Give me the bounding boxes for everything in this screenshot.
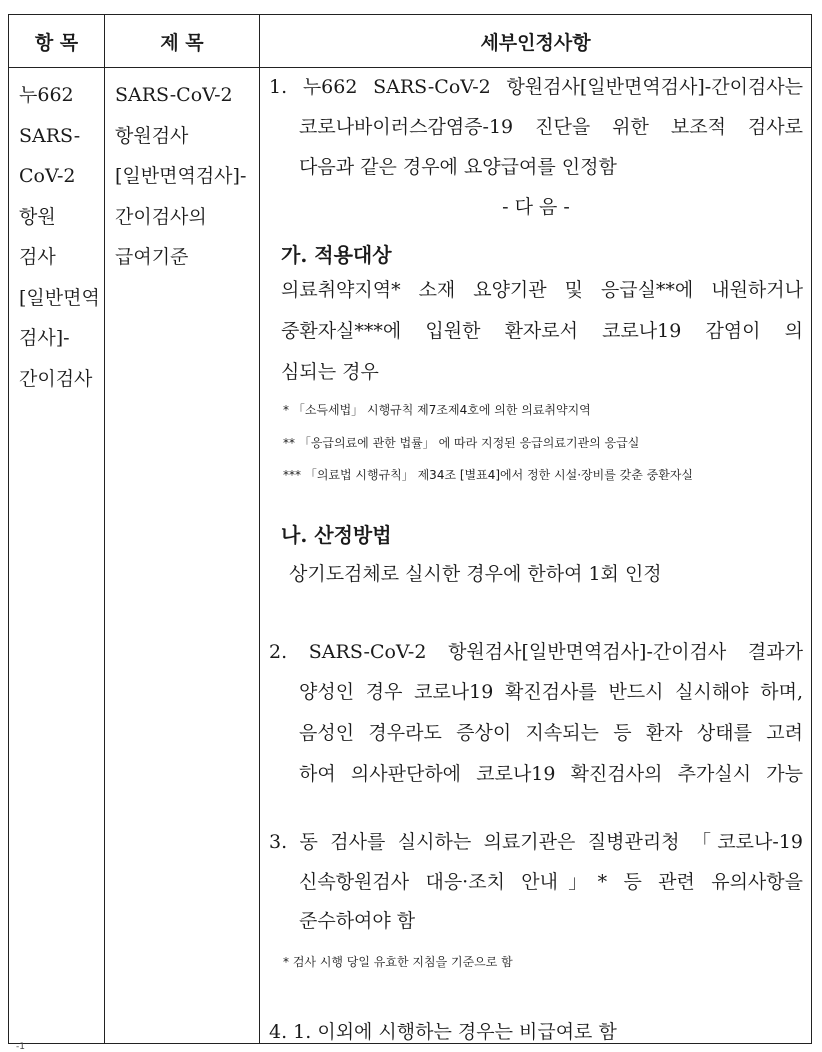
title-line: 간이검사의 — [115, 205, 207, 228]
title-line: [일반면역검사]- — [115, 165, 247, 187]
sec2-line3: 음성인 경우라도 증상이 지속되는 등 환자 상태를 고려 — [299, 722, 803, 744]
title-line: 급여기준 — [115, 246, 189, 268]
sec3-line3: 준수하여야 함 — [299, 910, 416, 932]
header-divider — [9, 67, 811, 68]
sec2-line4: 하여 의사판단하에 코로나19 확진검사의 추가실시 가능 — [299, 763, 803, 785]
title-line: 항원검사 — [115, 124, 189, 147]
sec1-center-marker: - 다 음 - — [502, 196, 570, 218]
sec4-line1: 4. 1. 이외에 시행하는 경우는 비급여로 함 — [269, 1021, 617, 1043]
header-item: 항 목 — [34, 31, 79, 54]
ga-line2: 중환자실***에 입원한 환자로서 코로나19 감염이 의 — [281, 320, 803, 342]
sec1-line3: 다음과 같은 경우에 요양급여를 인정함 — [299, 156, 617, 178]
ga-footnote-1: * 「소득세법」 시행규칙 제7조제4호에 의한 의료취약지역 — [283, 403, 591, 417]
page-footer-mark: -1 — [16, 1042, 25, 1052]
item-code-line: CoV-2 — [19, 165, 76, 187]
item-code-line: 검사]- — [19, 327, 70, 349]
sec1-line1: 1. 누662 SARS-CoV-2 항원검사[일반면역검사]-간이검사는 — [269, 76, 803, 98]
item-code-line: [일반면역 — [19, 286, 100, 309]
sec1-line2: 코로나바이러스감염증-19 진단을 위한 보조적 검사로 — [299, 116, 803, 138]
header-title: 제 목 — [160, 31, 204, 54]
item-code-line: 항원 — [19, 205, 56, 228]
sec3-footnote: * 검사 시행 당일 유효한 지침을 기준으로 함 — [283, 955, 513, 969]
item-code-cell — [19, 75, 111, 399]
title-cell — [115, 75, 261, 278]
ga-footnote-2: ** 「응급의료에 관한 법률」 에 따라 지정된 응급의료기관의 응급실 — [283, 436, 640, 450]
na-line1: 상기도검체로 실시한 경우에 한하여 1회 인정 — [289, 563, 662, 585]
sec2-line2: 양성인 경우 코로나19 확진검사를 반드시 실시해야 하며, — [299, 681, 803, 703]
na-heading: 나. 산정방법 — [281, 523, 392, 547]
item-code-line: SARS- — [19, 124, 81, 147]
item-code-line: 간이검사 — [19, 367, 93, 390]
ga-heading: 가. 적용대상 — [281, 243, 392, 267]
sec3-line1: 3. 동 검사를 실시하는 의료기관은 질병관리청 「코로나-19 — [269, 831, 803, 853]
criteria-table — [8, 14, 812, 1044]
ga-footnote-3: *** 「의료법 시행규칙」 제34조 [별표4]에서 정한 시설·장비를 갖춘 중환자실 — [283, 468, 693, 482]
item-code-line: 검사 — [19, 246, 56, 268]
sec3-line2: 신속항원검사 대응·조치 안내」* 등 관련 유의사항을 — [299, 871, 803, 893]
title-line: SARS-CoV-2 — [115, 84, 233, 106]
header-details: 세부인정사항 — [480, 31, 591, 54]
ga-line1: 의료취약지역* 소재 요양기관 및 응급실**에 내원하거나 — [281, 279, 803, 301]
item-code-line: 누662 — [19, 84, 74, 106]
ga-line3: 심되는 경우 — [281, 361, 379, 383]
sec2-line1: 2. SARS-CoV-2 항원검사[일반면역검사]-간이검사 결과가 — [269, 641, 803, 663]
